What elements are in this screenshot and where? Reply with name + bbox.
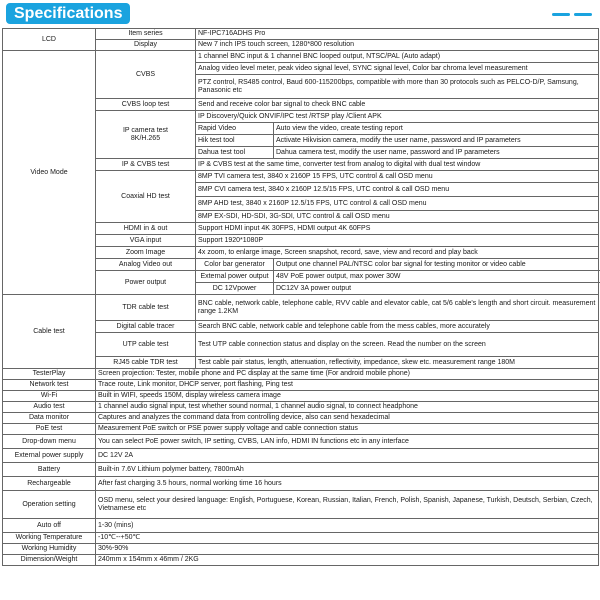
tool-label-cell: Dahua test tool xyxy=(196,147,274,159)
page-title: Specifications xyxy=(6,3,130,24)
table-row xyxy=(3,29,599,40)
value-cell: Analog video level meter, peak video signal level, SYNC signal level, Color bar chroma level measurement xyxy=(196,63,599,75)
value-cell: 1 channel audio signal input, test whether sound normal, 1 channel audio signal, to connect headphone xyxy=(96,402,599,413)
table-row xyxy=(3,449,599,463)
value-cell: 240mm x 154mm x 46mm / 2KG xyxy=(96,555,599,566)
label-cell: UTP cable test xyxy=(96,333,196,357)
label-cell: Zoom Image xyxy=(96,247,196,259)
table-row xyxy=(3,413,599,424)
value-cell: 8MP TVI camera test, 3840 x 2160P 15 FPS, UTC control & call OSD menu xyxy=(196,171,599,183)
category-cell: Operation setting xyxy=(3,491,96,519)
tool-label-cell: Rapid Video xyxy=(196,123,274,135)
value-cell: IP & CVBS test at the same time, converter test from analog to digital with dual test window xyxy=(196,159,599,171)
value-cell: 8MP CVI camera test, 3840 x 2160P 12.5/15 FPS, UTC control & call OSD menu xyxy=(196,183,599,197)
value-cell: Send and receive color bar signal to check BNC cable xyxy=(196,99,599,111)
table-row xyxy=(3,391,599,402)
value-cell: BNC cable, network cable, telephone cable, RVV cable and elevator cable, cat 5/6 cable's length and short circuit. measurement range 1.2KM xyxy=(196,295,599,321)
category-cell: Cable test xyxy=(3,295,96,369)
value-cell: After fast charging 3.5 hours, normal working time 16 hours xyxy=(96,477,599,491)
decor-dash xyxy=(552,13,570,16)
value-cell: 1 channel BNC input & 1 channel BNC looped output, NTSC/PAL (Auto adapt) xyxy=(196,51,599,63)
value-cell: 8MP AHD test, 3840 x 2160P 12.5/15 FPS, UTC control & call OSD menu xyxy=(196,197,599,211)
label-cell: HDMI in & out xyxy=(96,223,196,235)
label-cell: DC 12Vpower xyxy=(196,283,274,295)
value-cell: Measurement PoE switch or PSE power supply voltage and cable connection status xyxy=(96,424,599,435)
label-cell xyxy=(96,111,196,159)
label-cell: Color bar generator xyxy=(196,259,274,271)
table-row xyxy=(3,533,599,544)
value-cell: -10℃--+50℃ xyxy=(96,533,599,544)
table-row xyxy=(3,369,599,380)
table-row xyxy=(3,491,599,519)
label-cell: External power output xyxy=(196,271,274,283)
category-cell: PoE test xyxy=(3,424,96,435)
category-cell: Power output xyxy=(96,271,196,295)
label-cell: CVBS xyxy=(96,51,196,99)
value-cell: Dahua camera test, modify the user name, password and IP parameters xyxy=(274,147,599,159)
table-row xyxy=(3,477,599,491)
value-cell: DC 12V 2A xyxy=(96,449,599,463)
value-cell: 8MP EX-SDI, HD-SDI, 3G-SDI, UTC control & call OSD menu xyxy=(196,211,599,223)
value-cell: Auto view the video, create testing report xyxy=(274,123,599,135)
value-cell: NF-IPC716ADHS Pro xyxy=(196,29,599,40)
ip-camera-test-label: IP camera test xyxy=(122,126,168,134)
category-cell: Dimension/Weight xyxy=(3,555,96,566)
page-header xyxy=(0,0,600,26)
value-cell: Support 1920*1080P xyxy=(196,235,599,247)
label-cell: Digital cable tracer xyxy=(96,321,196,333)
value-cell: 48V PoE power output, max power 30W xyxy=(274,271,599,283)
value-cell: 30%-90% xyxy=(96,544,599,555)
table-row xyxy=(3,295,599,321)
value-cell: Output one channel PAL/NTSC color bar signal for testing monitor or video cable xyxy=(274,259,599,271)
value-cell: PTZ control, RS485 control, Baud 600-115200bps, compatible with more than 30 protocols such as PELCO-D/P, Samsung, Panasonic etc xyxy=(196,75,599,99)
value-cell: Screen projection: Tester, mobile phone and PC display at the same time (For android mobile phone) xyxy=(96,369,599,380)
label-cell: TDR cable test xyxy=(96,295,196,321)
value-cell: 1-30 (mins) xyxy=(96,519,599,533)
value-cell: Test UTP cable connection status and display on the screen. Read the number on the screen xyxy=(196,333,599,357)
value-cell: Trace route, Link monitor, DHCP server, port flashing, Ping test xyxy=(96,380,599,391)
category-cell: Working Humidity xyxy=(3,544,96,555)
value-cell: Captures and analyzes the command data from controlling device, also can send hexadecimal xyxy=(96,413,599,424)
value-cell: Support HDMI input 4K 30FPS, HDMI output 4K 60FPS xyxy=(196,223,599,235)
value-cell: Built-in 7.6V Lithium polymer battery, 7800mAh xyxy=(96,463,599,477)
category-cell: LCD xyxy=(3,29,96,51)
tool-label-cell: Hik test tool xyxy=(196,135,274,147)
category-cell: Data monitor xyxy=(3,413,96,424)
value-cell: Search BNC cable, network cable and telephone cable from the mess cables, more accurately xyxy=(196,321,599,333)
category-cell: Analog Video out xyxy=(96,259,196,271)
label-cell: CVBS loop test xyxy=(96,99,196,111)
label-cell: RJ45 cable TDR test xyxy=(96,357,196,369)
label-cell: VGA input xyxy=(96,235,196,247)
table-row xyxy=(3,463,599,477)
ip-camera-codec-label: 8K/H.265 xyxy=(130,134,161,142)
label-cell: IP & CVBS test xyxy=(96,159,196,171)
value-cell: You can select PoE power switch, IP setting, CVBS, LAN info, HDMI IN functions etc in any interface xyxy=(96,435,599,449)
value-cell: IP Discovery/Quick ONVIF/IPC test /RTSP play /Client APK xyxy=(196,111,599,123)
table-row xyxy=(3,435,599,449)
table-row xyxy=(3,519,599,533)
category-cell: External power supply xyxy=(3,449,96,463)
category-cell: Wi-Fi xyxy=(3,391,96,402)
table-row xyxy=(3,555,599,566)
category-cell: TesterPlay xyxy=(3,369,96,380)
value-cell: 4x zoom, to enlarge image, Screen snapshot, record, save, view and record and play back xyxy=(196,247,599,259)
label-cell: Item series xyxy=(96,29,196,40)
value-cell: DC12V 3A power output xyxy=(274,283,599,295)
category-cell: Drop-down menu xyxy=(3,435,96,449)
value-cell: OSD menu, select your desired language: English, Portuguese, Korean, Russian, Italian, French, Polish, Spanish, Japanese, Turkish, Deutsch, Serbian, Czech, Vietnamese etc xyxy=(96,491,599,519)
table-row xyxy=(3,380,599,391)
category-cell: Auto off xyxy=(3,519,96,533)
value-cell: Test cable pair status, length, attenuation, reflectivity, impedance, skew etc. measurement range 180M xyxy=(196,357,599,369)
specifications-table xyxy=(2,28,599,566)
table-row xyxy=(3,402,599,413)
label-cell: Display xyxy=(96,40,196,51)
value-cell: Activate Hikvision camera, modify the user name, password and IP parameters xyxy=(274,135,599,147)
value-cell: New 7 inch IPS touch screen, 1280*800 resolution xyxy=(196,40,599,51)
table-row xyxy=(3,51,599,63)
category-cell: Audio test xyxy=(3,402,96,413)
category-cell: Rechargeable xyxy=(3,477,96,491)
category-cell: Battery xyxy=(3,463,96,477)
category-cell: Working Temperature xyxy=(3,533,96,544)
decor-dash xyxy=(574,13,592,16)
table-row xyxy=(3,424,599,435)
value-cell: Built in WIFI, speeds 150M, display wireless camera image xyxy=(96,391,599,402)
table-row xyxy=(3,544,599,555)
category-cell: Video Mode xyxy=(3,51,96,295)
category-cell: Network test xyxy=(3,380,96,391)
label-cell: Coaxial HD test xyxy=(96,171,196,223)
